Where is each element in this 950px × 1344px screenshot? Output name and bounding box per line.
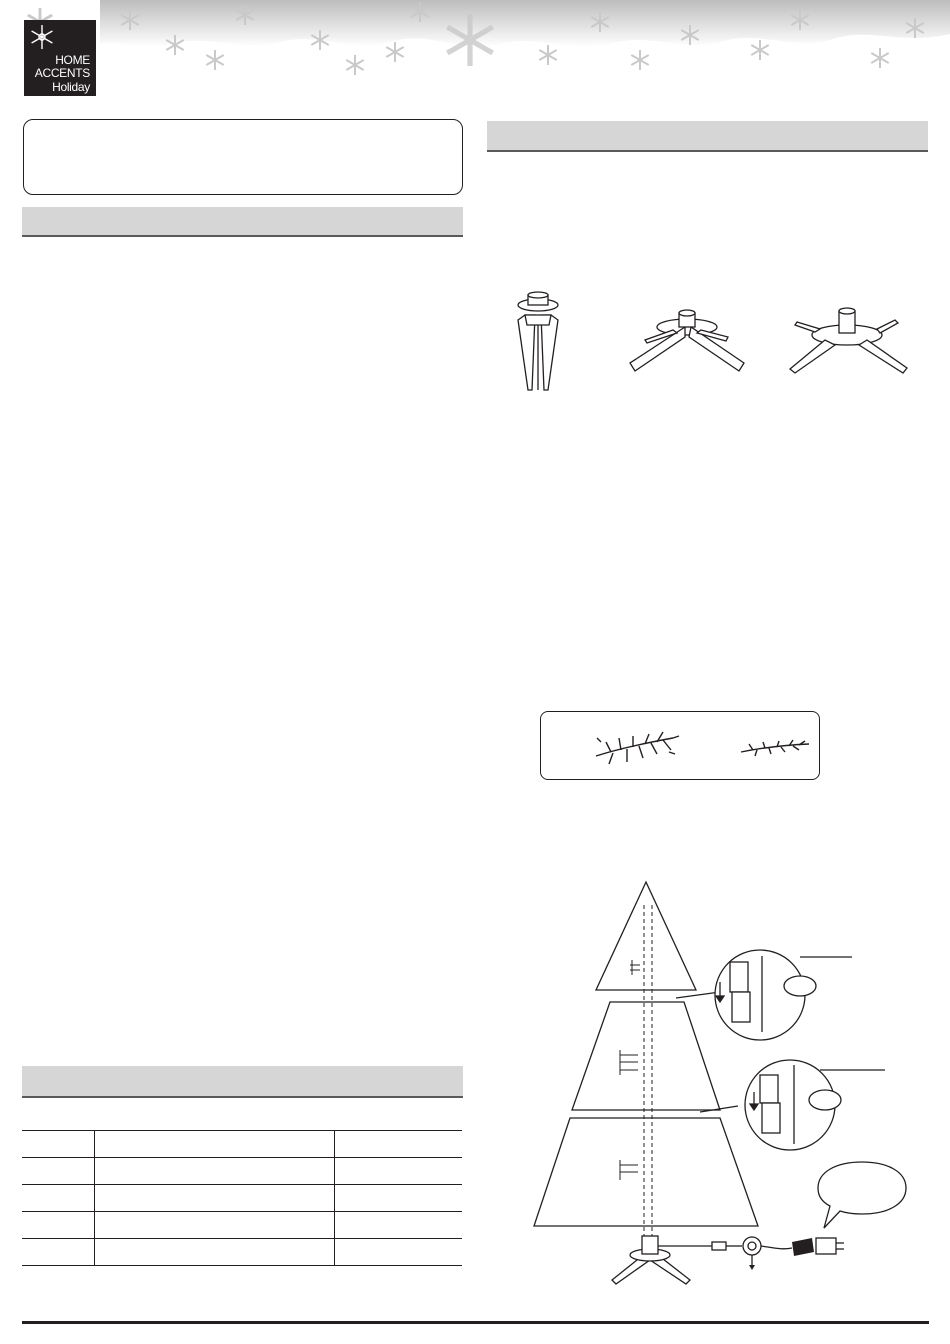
flat-branch-icon bbox=[741, 740, 809, 756]
snowflake-icon bbox=[28, 23, 56, 51]
footer-divider bbox=[22, 1321, 929, 1324]
parts-section-header-bar bbox=[22, 1066, 463, 1098]
right-section-header-bar bbox=[487, 121, 928, 152]
stand-options-illustration bbox=[495, 285, 925, 400]
section-header-bar bbox=[22, 207, 463, 237]
table-row bbox=[22, 1185, 462, 1212]
speech-bubble bbox=[818, 1162, 906, 1228]
tree-middle-section bbox=[572, 1002, 720, 1110]
metal-x-stand-icon bbox=[630, 310, 744, 371]
logo-text-home: HOME bbox=[55, 53, 90, 67]
parts-table bbox=[22, 1130, 462, 1266]
table-row bbox=[22, 1131, 462, 1158]
logo-text-accents: ACCENTS bbox=[34, 66, 90, 80]
fluffed-branch-icon bbox=[596, 732, 679, 764]
tree-stand-icon bbox=[612, 1236, 690, 1284]
snowflake-banner bbox=[0, 0, 950, 80]
table-row bbox=[22, 1212, 462, 1239]
notice-box bbox=[23, 119, 463, 195]
tree-top-section bbox=[596, 882, 696, 990]
plastic-x-stand-icon bbox=[790, 308, 907, 373]
plug-connector-icon bbox=[712, 1242, 726, 1250]
stake-stand-icon bbox=[518, 292, 558, 390]
logo-text-holiday: Holiday bbox=[52, 80, 90, 94]
table-row bbox=[22, 1239, 462, 1266]
power-adapter-icon bbox=[816, 1238, 836, 1254]
tree-bottom-section bbox=[534, 1118, 758, 1226]
home-accents-holiday-logo bbox=[24, 20, 96, 96]
table-row bbox=[22, 1158, 462, 1185]
tree-assembly-diagram bbox=[520, 880, 920, 1300]
branch-shaping-box bbox=[540, 711, 820, 780]
